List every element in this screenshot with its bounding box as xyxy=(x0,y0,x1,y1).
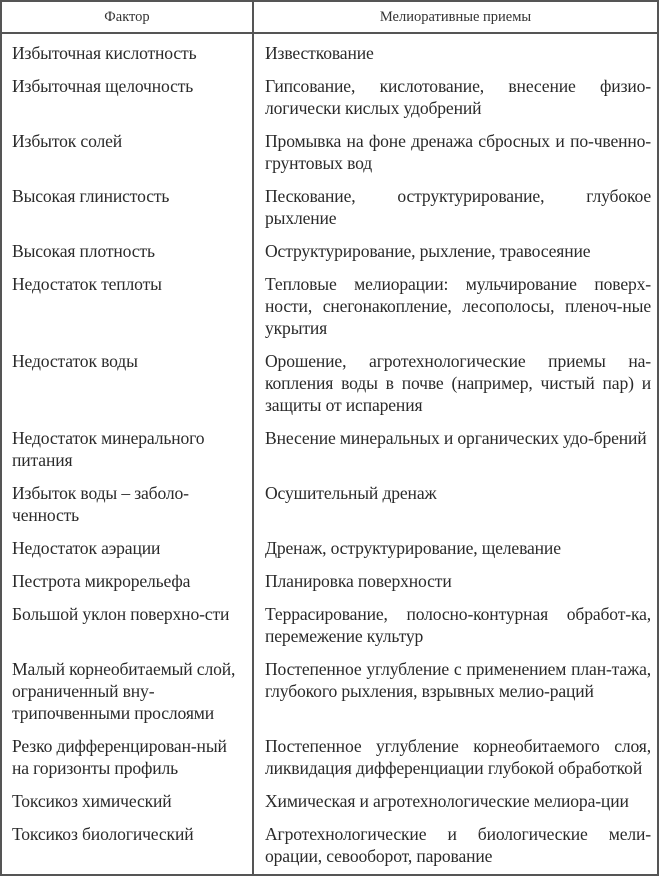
table-row xyxy=(1,531,658,564)
factor-cell: Недостаток минерального питания xyxy=(1,421,253,476)
methods-cell: Тепловые мелиорации: мульчирование поверх-ности, снегонакопление, лесополосы, пленоч-ные укрытия xyxy=(265,274,651,338)
table-row xyxy=(1,234,658,267)
factor-cell: Токсикоз биологический xyxy=(1,817,253,875)
table-row xyxy=(1,421,658,476)
table-row xyxy=(1,124,658,179)
header-methods: Мелиоративные приемы xyxy=(253,1,658,33)
factor-cell: Недостаток воды xyxy=(1,344,253,421)
table-row xyxy=(1,652,658,729)
table-row xyxy=(1,597,658,652)
methods-cell: Постепенное углубление с применением план-тажа, глубокого рыхления, взрывных мелио-раций xyxy=(265,659,651,701)
methods-cell: Известкование xyxy=(265,43,374,63)
methods-cell: Дренаж, оструктурирование, щелевание xyxy=(265,538,561,558)
table-row xyxy=(1,564,658,597)
factor-cell: Избыточная кислотность xyxy=(1,33,253,69)
methods-cell: Террасирование, полосно-контурная обработ-ка, перемежение культур xyxy=(265,604,651,646)
table-body xyxy=(1,33,658,875)
factor-cell: Резко дифференцирован-ный на горизонты профиль xyxy=(1,729,253,784)
table-row xyxy=(1,33,658,69)
factor-cell: Недостаток теплоты xyxy=(1,267,253,344)
factor-cell: Избыток воды – заболо-ченность xyxy=(1,476,253,531)
factor-cell: Избыток солей xyxy=(1,124,253,179)
methods-cell: Осушительный дренаж xyxy=(265,483,437,503)
methods-cell: Постепенное углубление корнеобитаемого слоя, ликвидация дифференциации глубокой обработкой xyxy=(265,736,651,778)
factor-cell: Пестрота микрорельефа xyxy=(1,564,253,597)
factor-cell: Высокая плотность xyxy=(1,234,253,267)
factor-cell: Токсикоз химический xyxy=(1,784,253,817)
table-header xyxy=(1,1,658,33)
table-row xyxy=(1,817,658,875)
methods-cell: Внесение минеральных и органических удо-брений xyxy=(265,428,647,448)
table-row xyxy=(1,267,658,344)
methods-cell: Пескование, оструктурирование, глубокое рыхление xyxy=(265,186,651,228)
methods-cell: Гипсование, кислотование, внесение физио-логически кислых удобрений xyxy=(265,76,651,118)
methods-cell: Планировка поверхности xyxy=(265,571,452,591)
table-row xyxy=(1,179,658,234)
factor-cell: Недостаток аэрации xyxy=(1,531,253,564)
methods-cell: Орошение, агротехнологические приемы на-копления воды в почве (например, чистый пар) и защиты от испарения xyxy=(265,351,651,415)
table-row xyxy=(1,344,658,421)
table-row xyxy=(1,729,658,784)
methods-cell: Промывка на фоне дренажа сбросных и по-чвенно-грунтовых вод xyxy=(265,131,651,173)
methods-cell: Оструктурирование, рыхление, травосеяние xyxy=(265,241,591,261)
header-factor: Фактор xyxy=(1,1,253,33)
factor-cell: Высокая глинистость xyxy=(1,179,253,234)
factor-cell: Избыточная щелочность xyxy=(1,69,253,124)
factor-cell: Большой уклон поверхно-сти xyxy=(1,597,253,652)
table-row xyxy=(1,784,658,817)
table-row xyxy=(1,69,658,124)
methods-cell: Агротехнологические и биологические мели-орации, севооборот, парование xyxy=(265,824,651,866)
header-row xyxy=(1,1,658,33)
factor-cell: Малый корнеобитаемый слой, ограниченный вну-трипочвенными прослоями xyxy=(1,652,253,729)
methods-cell: Химическая и агротехнологические мелиора-ции xyxy=(265,791,629,811)
table-row xyxy=(1,476,658,531)
